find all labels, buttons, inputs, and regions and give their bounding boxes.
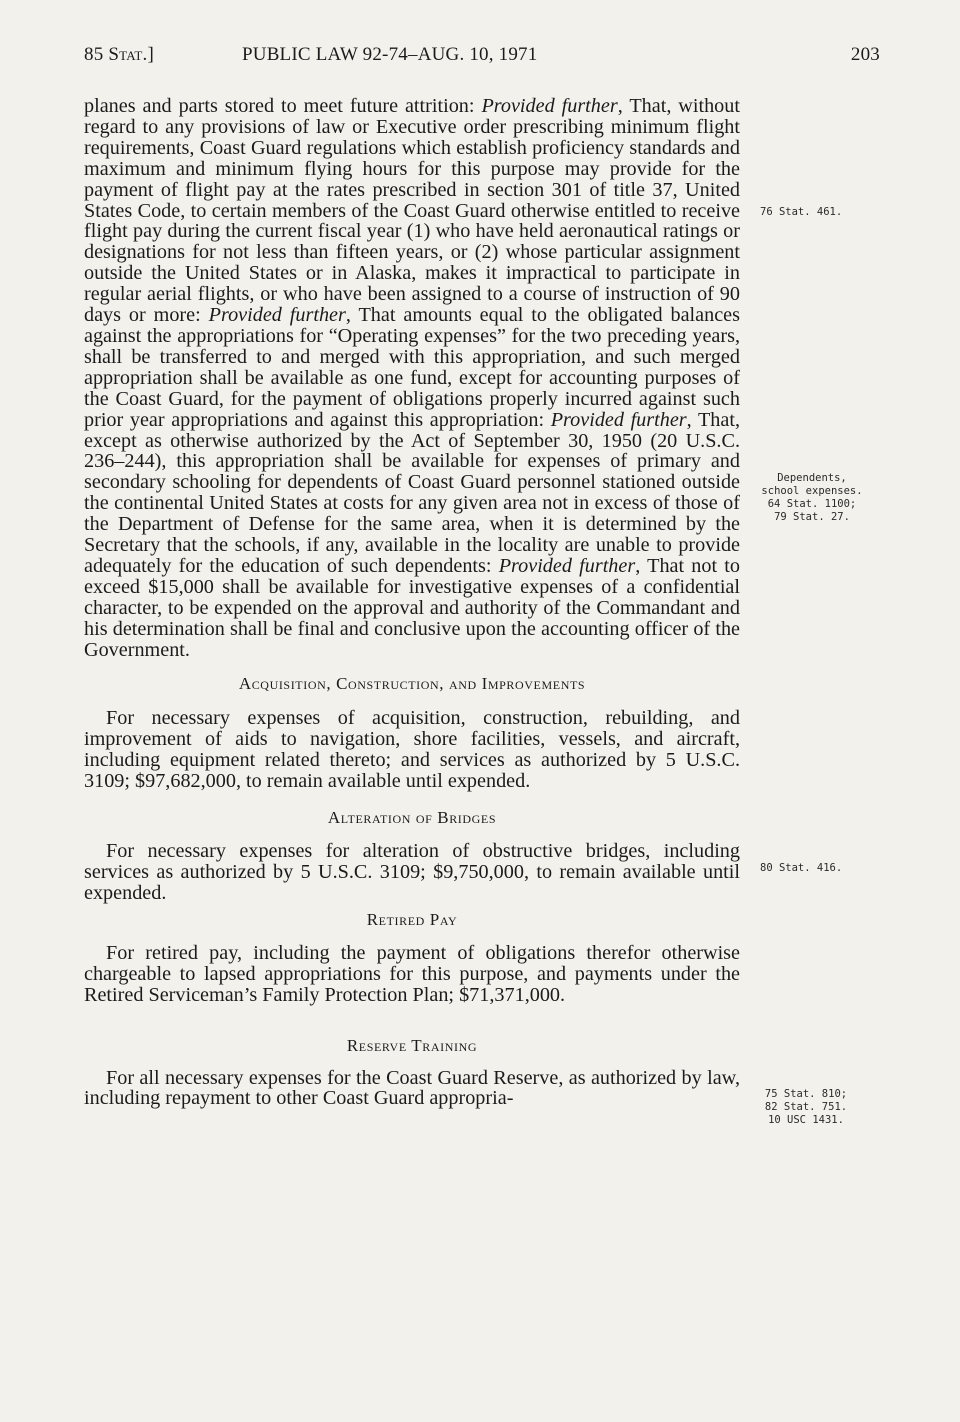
heading-reserve-training: Reserve Training [346, 1035, 478, 1055]
body-text [84, 96, 740, 1109]
public-law-title: PUBLIC LAW 92-74–AUG. 10, 1971 [242, 44, 538, 65]
heading-acquisition: Acquisition, Construction, and Improvements [238, 674, 586, 694]
paragraph-acquisition: For necessary expenses of acquisition, construction, rebuilding, and improvement of aids to navigation, shore facilities, vessels, and aircraft, including equipment related thereto; and services as authorized by 5 U.S.C. 3109; $97,682,000, to remain available until expended. [84, 707, 740, 793]
margin-note-dependents: Dependents, school expenses. 64 Stat. 1100; 79 Stat. 27. [761, 472, 863, 523]
margin-note-retired-pay-citations: 75 Stat. 810; 82 Stat. 751. 10 USC 1431. [764, 1088, 848, 1126]
heading-retired-pay: Retired Pay [366, 909, 458, 929]
paragraph-reserve-training: For all necessary expenses for the Coast Guard Reserve, as authorized by law, including repayment to other Coast Guard appropria- [84, 1066, 740, 1110]
paragraph-bridges: For necessary expenses for alteration of obstructive bridges, including services as authorized by 5 U.S.C. 3109; $9,750,000, to remain available until expended. [84, 840, 740, 904]
paragraph-retired-pay: For retired pay, including the payment of obligations therefor otherwise chargeable to lapsed appropriations for this purpose, and payments under the Retired Serviceman’s Family Protection Plan; $71,371,000. [84, 941, 740, 1006]
margin-note-76-stat: 76 Stat. 461. [760, 206, 843, 218]
margin-note-80-stat: 80 Stat. 416. [760, 862, 843, 874]
heading-alteration-of-bridges: Alteration of Bridges [327, 808, 497, 828]
paragraph-operating-provisos: planes and parts stored to meet future attrition: Provided further, That, without regard to any provisions of law or Executive order prescribing minimum flight requirements, Coast Guard regulations which establish proficiency standards and maximum and minimum flying hours for this purpose may provide for the payment of flight pay at the rates prescribed in section 301 of title 37, United States Code, to certain members of the Coast Guard otherwise entitled to receive flight pay during the current fiscal year (1) who have held aeronautical ratings or designations for not less than fifteen years, or (2) whose particular assignment outside the United States or in Alaska, makes it impractical to participate in regular aerial flights, or who have been assigned to a course of instruction of 90 days or more: Provided further, That amounts equal to the obligated balances against the appropriations for “Operating expenses” for the two preceding years, shall be transferred to and merged with this appropriation, and such merged appropriation shall be available as one fund, except for accounting purposes of the Coast Guard, for the payment of obligations properly incurred against such prior year appropriations and against this appropriation: Provided further, That, except as otherwise authorized by the Act of September 30, 1950 (20 U.S.C. 236–244), this appropriation shall be available for expenses of primary and secondary schooling for dependents of Coast Guard personnel stationed outside the continental United States at costs for any given area not in excess of those of the Department of Defense for the same area, when it is determined by the Secretary that the schools, if any, available in the locality are unable to provide adequately for the education of such dependents: Provided further, That not to exceed $15,000 shall be available for investigative expenses of a confidential character, to be expended on the approval and authority of the Commandant and his determination shall be final and conclusive upon the accounting officer of the Government. [84, 95, 740, 661]
running-header [84, 44, 880, 74]
page-number: 203 [850, 44, 880, 65]
statute-volume: 85 Stat.] [84, 44, 154, 65]
